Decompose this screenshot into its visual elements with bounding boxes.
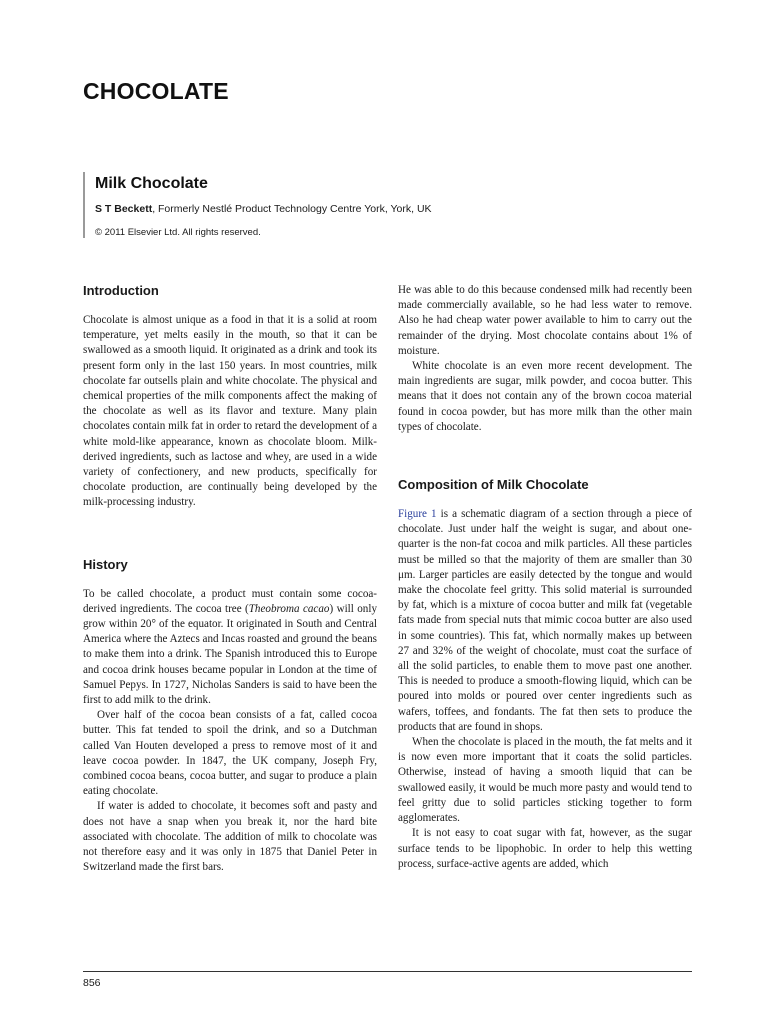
- species-name: Theobroma cacao: [248, 602, 330, 615]
- author-line: [95, 203, 705, 216]
- composition-p1-text: is a schematic diagram of a section through a piece of chocolate. Just under half the weight is sugar, and about one-quarter is the non-fat cocoa and milk particles. All these particles must be milled so that the majority of them are smaller than 30 μm. Larger particles are easily detected by the tongue and would make the chocolate feel gritty. This solid material is surrounded by fat, which is a mixture of cocoa butter and milk fat (vegetable fats made from special nuts that mimic cocoa butter are also used in some countries). This fat, which normally makes up between 27 and 32% of the weight of chocolate, must coat the surface of all the solid particles, to enable them to move past one another. This is needed to produce a smooth-flowing liquid, which can be poured into molds or poured over center ingredients such as wafers, toffees, and fondants. The fat then sets to produce the products that are found in shops.: [398, 508, 692, 733]
- history-paragraph-3: If water is added to chocolate, it becomes soft and pasty and does not have a snap when you break it, nor the hard bite associated with chocolate. The addition of milk to chocolate was not therefore easy and it was only in 1875 that Daniel Peter in Switzerland made the first bars.: [83, 800, 377, 874]
- composition-paragraph-2: When the chocolate is placed in the mouth, the fat melts and it is now even more important that it coats the solid particles. Otherwise, instead of having a smooth liquid that can be swallowed easily, it would be much more pasty and would tend to feel gritty due to solid particles sticking together to form agglomerates.: [398, 736, 692, 825]
- composition-paragraph-1: [398, 507, 692, 735]
- left-column: [83, 283, 377, 876]
- history-paragraph-5: White chocolate is an even more recent development. The main ingredients are sugar, milk powder, and cocoa butter. This means that it does not contain any of the brown cocoa material found in cocoa powder, but has more milk than the other main types of chocolate.: [398, 360, 692, 433]
- article-header: [83, 172, 705, 238]
- right-column: [398, 283, 692, 872]
- article-title: Milk Chocolate: [95, 175, 208, 192]
- history-paragraph-2: Over half of the cocoa bean consists of a fat, called cocoa butter. This fat tended to spoil the drink, and so a Dutchman called Van Houten developed a press to remove most of it and leave cocoa powder. In 1847, the UK company, Joseph Fry, combined cocoa beans, cocoa butter, and sugar to produce a plain eating chocolate.: [83, 709, 377, 798]
- running-header-title: CHOCOLATE: [83, 78, 229, 104]
- author-affiliation: , Formerly Nestlé Product Technology Centre York, York, UK: [152, 203, 432, 215]
- page-number: 856: [83, 977, 101, 989]
- section-heading-composition: Composition of Milk Chocolate: [398, 477, 589, 493]
- figure-1-link[interactable]: Figure 1: [398, 508, 437, 521]
- section-heading-introduction: Introduction: [83, 283, 159, 298]
- history-paragraph-1: [83, 587, 377, 709]
- author-name: S T Beckett: [95, 203, 153, 215]
- composition-paragraph-3: It is not easy to coat sugar with fat, however, as the sugar surface tends to be lipophobic. In order to help this wetting process, surface-active agents are added, which: [398, 827, 692, 870]
- introduction-paragraph: Chocolate is almost unique as a food in that it is a solid at room temperature, yet melts easily in the mouth, so that it can be swallowed as a smooth liquid. It originated as a drink and took its present form only in the last 150 years. In most countries, milk chocolate far outsells plain and white chocolate. The physical and chemical properties of the milk components affect the making of the chocolate as well as its flavor and texture. Many plain chocolates contain milk fat in order to retard the development of a white mold-like appearance, known as chocolate bloom. Milk-derived ingredients, such as lactose and whey, are used in a wide variety of confectionery, and new products, specifically for chocolate production, are continually being developed by the milk-processing industry.: [83, 314, 377, 509]
- footer-rule: [83, 971, 692, 972]
- section-heading-history: History: [83, 556, 128, 572]
- history-p1-text-a: To be called chocolate, a product must contain some cocoa-derived ingredients. The cocoa tree (: [83, 587, 377, 615]
- copyright-notice: © 2011 Elsevier Ltd. All rights reserved.: [95, 227, 261, 238]
- history-paragraph-4: He was able to do this because condensed milk had recently been made commercially available, so he had less water to remove. Also he had cheap water power available to him to carry out the remainder of the drying. Most chocolate contains about 1% of moisture.: [398, 284, 692, 357]
- history-p1-text-b: ) will only grow within 20° of the equator. It originated in South and Central America where the Aztecs and Incas roasted and ground the beans to make them into a drink. The Spanish introduced this to Europe and cocoa drink houses became popular in London at the time of Samuel Pepys. In 1727, Nicholas Sanders is said to have been the first to add milk to the drink.: [83, 602, 377, 707]
